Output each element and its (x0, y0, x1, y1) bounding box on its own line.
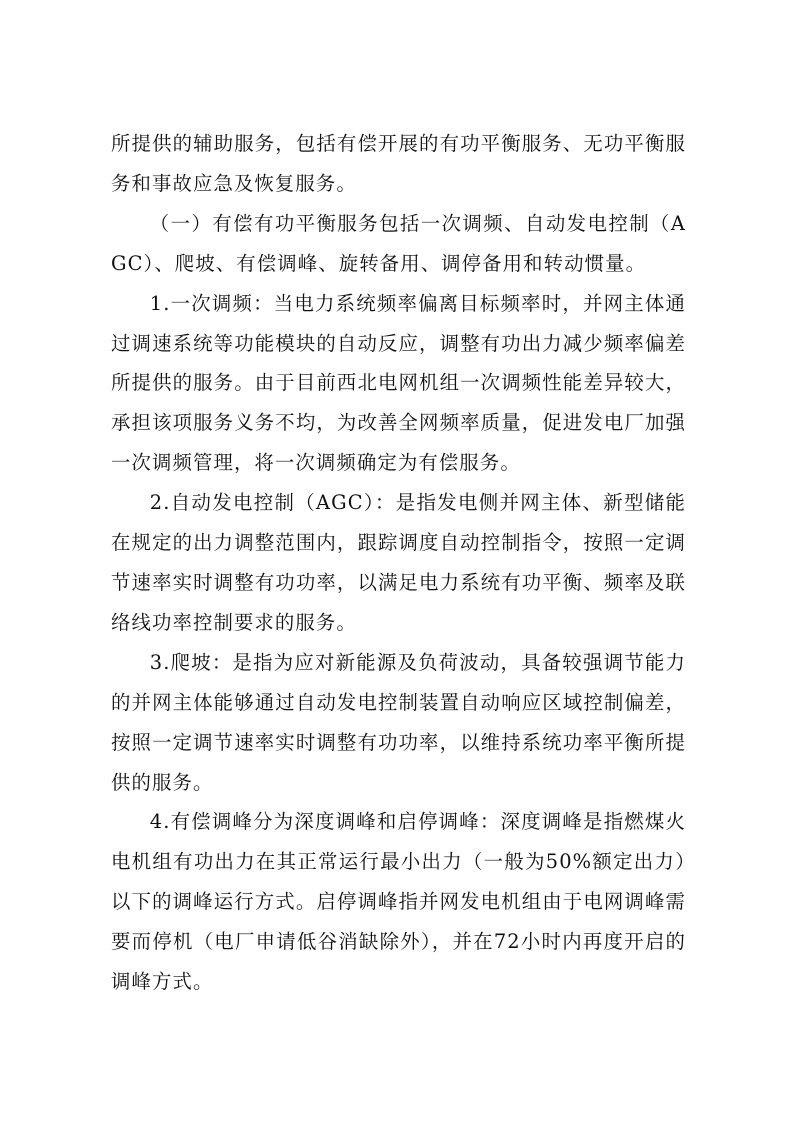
paragraph-active-balance-services: （一）有偿有功平衡服务包括一次调频、自动发电控制（AGC）、爬坡、有偿调峰、旋转备用、调停备用和转动惯量。 (111, 211, 686, 275)
paragraph-paid-peak-regulation: 4.有偿调峰分为深度调峰和启停调峰：深度调峰是指燃煤火电机组有功出力在其正常运行最小出力（一般为50%额定出力）以下的调峰运行方式。启停调峰指并网发电机组由于电网调峰需要而停机（电厂申请低谷消缺除外），并在72小时内再度开启的调峰方式。 (111, 810, 686, 994)
paragraph-agc: 2.自动发电控制（AGC）：是指发电侧并网主体、新型储能在规定的出力调整范围内，跟踪调度自动控制指令，按照一定调节速率实时调整有功功率，以满足电力系统有功平衡、频率及联络线功率控制要求的服务。 (111, 491, 686, 634)
paragraph-ramping: 3.爬坡：是指为应对新能源及负荷波动，具备较强调节能力的并网主体能够通过自动发电控制装置自动响应区域控制偏差，按照一定调节速率实时调整有功功率，以维持系统功率平衡所提供的服务。 (111, 650, 686, 794)
paragraph-primary-frequency-regulation: 1.一次调频：当电力系统频率偏离目标频率时，并网主体通过调速系统等功能模块的自动反应，调整有功出力减少频率偏差所提供的服务。由于目前西北电网机组一次调频性能差异较大，承担该项服务义务不均，为改善全网频率质量，促进发电厂加强一次调频管理，将一次调频确定为有偿服务。 (111, 291, 686, 475)
paragraph-services-intro: 所提供的辅助服务，包括有偿开展的有功平衡服务、无功平衡服务和事故应急及恢复服务。 (111, 132, 686, 195)
